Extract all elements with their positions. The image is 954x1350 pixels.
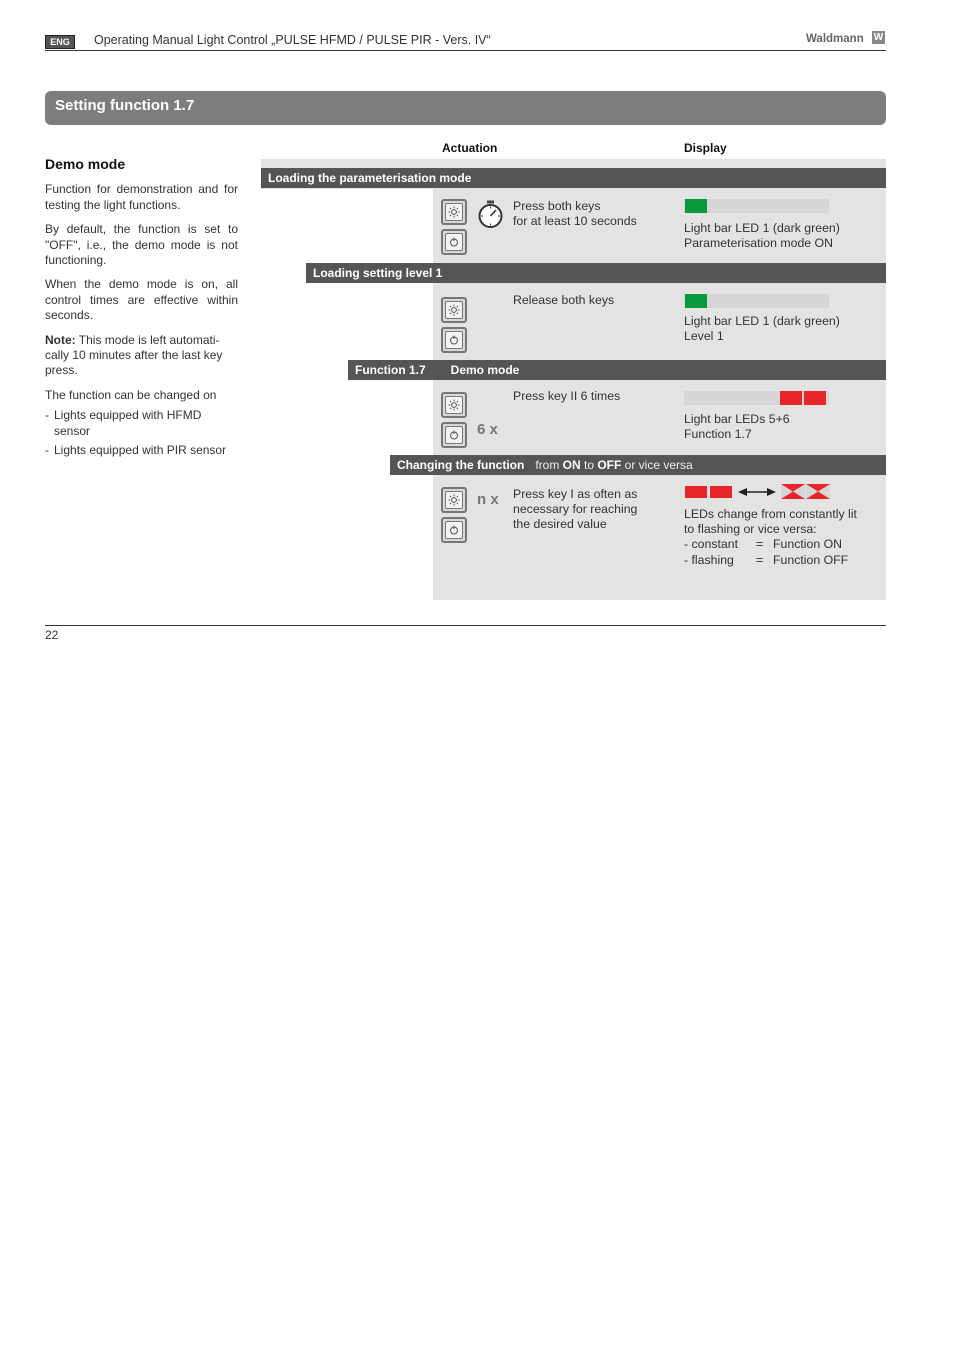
legend-equals: = [756,537,764,551]
sun-icon [448,399,460,411]
actuation-line: the desired value [513,517,607,532]
display-line: Light bar LED 1 (dark green) [684,314,840,328]
description-column [45,157,238,463]
bar-on: ON [562,458,581,472]
led-5-red [780,391,802,405]
sensor-list [45,408,238,458]
led-constant-red [710,486,732,498]
key-power [441,517,467,543]
power-icon [449,335,459,345]
display-line: Parameterisation mode ON [684,236,833,251]
sun-icon [448,304,460,316]
actuation-text [513,199,637,229]
language-badge: ENG [45,35,75,49]
note-label: Note: [45,332,76,347]
step-bar-function [348,360,886,380]
step-bar-parameterisation [261,168,886,188]
bar-off: OFF [597,458,622,472]
keypad-figure [441,392,467,452]
led-1-green [685,294,707,308]
description-para: When the demo mode is on, all control times are effective within seconds. [45,277,238,323]
actuation-heading: Actuation [442,141,498,155]
step-bar-changing [390,455,886,475]
led-1-green [685,199,707,213]
power-icon [449,237,459,247]
legend-equals: = [756,553,764,567]
power-icon [449,525,459,535]
panel-gap [306,283,433,360]
legend-value: Function OFF [773,553,849,567]
list-item: - Lights equipped with PIR sensor [45,443,238,458]
press-count: 6 x [477,421,498,438]
function-name: Demo mode [450,363,520,377]
sun-icon [448,206,460,218]
description-heading: Demo mode [45,156,126,172]
step-bar-label: Loading the parameterisation mode [268,171,472,185]
key-light [441,297,467,323]
step-bar-label: Changing the function [397,458,525,472]
legend-label: - flashing [684,553,734,567]
header-divider [45,50,886,51]
legend-label: - constant [684,537,738,551]
function-number: Function 1.7 [355,363,426,377]
actuation-line: Press both keys [513,199,601,213]
led-flashing-icon [806,484,830,499]
led-flashing-icon [781,484,805,499]
keypad-figure [441,199,467,259]
display-text [684,221,840,251]
page-number: 22 [45,628,59,642]
keypad-figure [441,487,467,547]
actuation-line: necessary for reaching [513,502,638,517]
section-title: Setting function 1.7 [55,97,195,114]
legend-value: Function ON [773,537,843,551]
actuation-line: for at least 10 seconds [513,214,637,229]
brand-logo-icon: W [873,32,884,43]
note-text: This mode is left automati-cally 10 minutes after the last key press. [45,332,223,378]
press-count: n x [477,491,499,508]
display-line: to flashing or vice versa: [684,522,817,537]
display-line: Light bar LEDs 5+6 [684,412,790,426]
bar-text: from [535,458,563,472]
led-bar [684,391,829,405]
actuation-line: Press key I as often as [513,487,638,501]
display-text [684,314,840,344]
actuation-text [513,293,614,308]
key-power [441,327,467,353]
led-6-red [804,391,826,405]
legend-constant [684,537,738,552]
document-title: Operating Manual Light Control „PULSE HFMD / PULSE PIR - Vers. IV“ [94,33,491,47]
footer-divider [45,625,886,626]
power-icon [449,430,459,440]
key-power [441,422,467,448]
display-text [684,412,790,442]
bar-text: to [580,458,598,472]
display-line: Level 1 [684,329,724,344]
key-light [441,392,467,418]
legend-flashing [684,553,734,568]
key-power [441,229,467,255]
key-light [441,199,467,225]
actuation-line: Press key II 6 times [513,389,621,403]
bar-text: or vice versa [621,458,693,472]
description-para: The function can be changed on [45,387,217,402]
step-bar-setting-level [306,263,886,283]
keypad-figure [441,297,467,357]
description-para: By default, the function is set to "OFF", i.e., the demo mode is not functioning. [45,222,238,268]
key-light [441,487,467,513]
note-para [45,333,238,379]
description-para: Function for demonstration and for testing the light functions. [45,182,238,212]
display-heading: Display [684,141,727,155]
display-line: Light bar LED 1 (dark green) [684,221,840,235]
stopwatch-icon [477,200,504,229]
double-arrow-icon [738,486,776,498]
led-bar [684,199,829,213]
display-line: LEDs change from constantly lit [684,507,857,521]
panel-gap [261,189,433,263]
display-text [684,507,857,537]
led-bar [684,294,829,308]
panel-gap [348,380,433,455]
brand-name: Waldmann [806,33,864,45]
display-line: Function 1.7 [684,427,752,442]
list-item: - Lights equipped with HFMD sensor [45,408,238,439]
actuation-line: Release both keys [513,293,615,307]
actuation-text [513,487,637,533]
led-constant-red [685,486,707,498]
sun-icon [448,494,460,506]
step-bar-label: Loading setting level 1 [313,266,443,280]
actuation-text [513,389,620,404]
